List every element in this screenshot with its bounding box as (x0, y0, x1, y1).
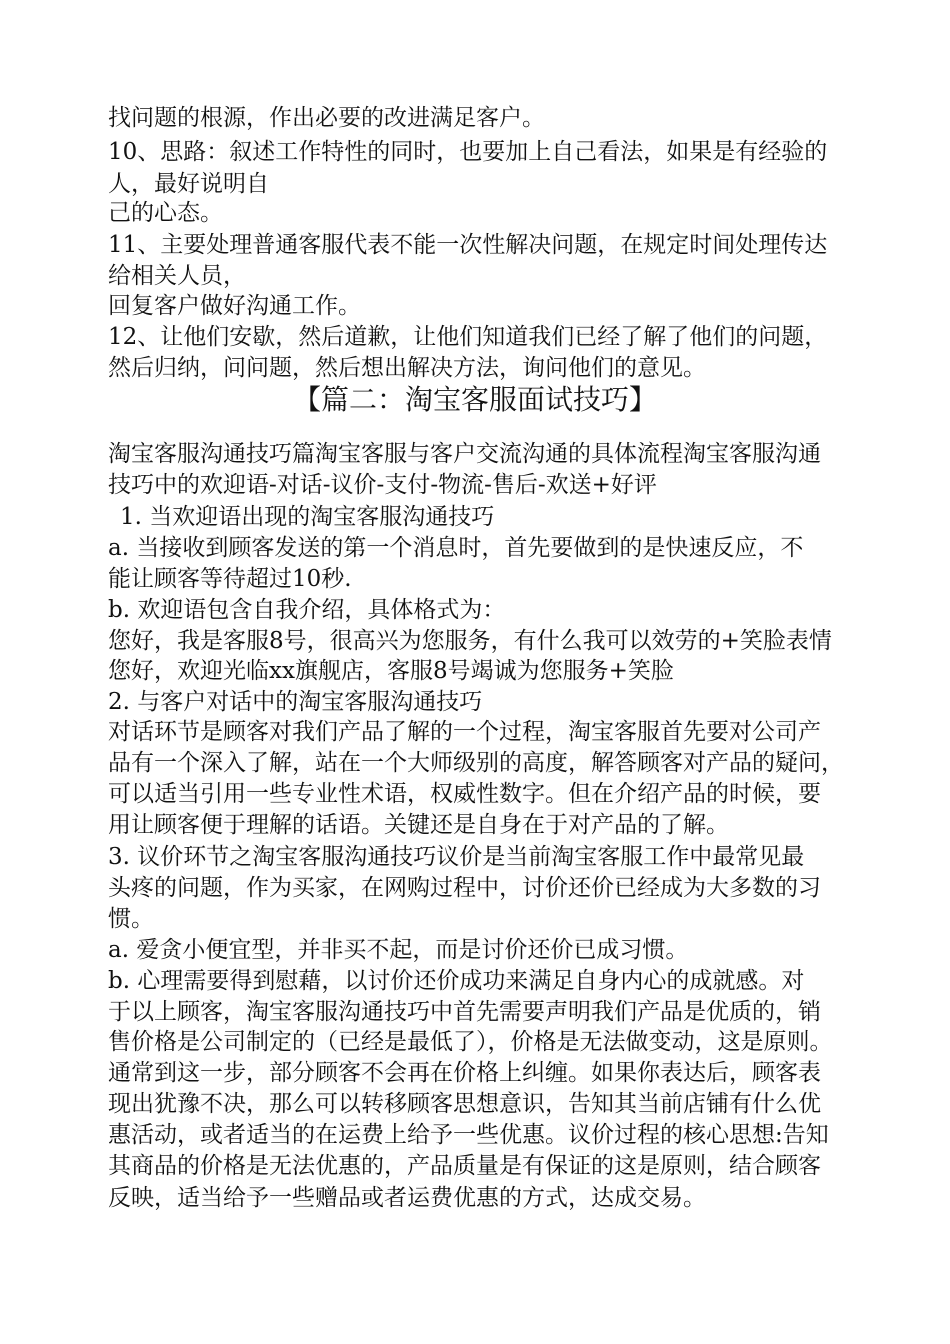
text-line: 2. 与客户对话中的淘宝客服沟通技巧 (108, 689, 483, 715)
text-line: 售价格是公司制定的（已经是最低了），价格是无法做变动，这是原则。 (108, 1029, 833, 1055)
text-line: 您好，我是客服8号，很高兴为您服务，有什么我可以效劳的+笑脸表情 (108, 628, 832, 654)
text-line: 可以适当引用一些专业性术语，权威性数字。但在介绍产品的时候，要 (108, 781, 821, 807)
text-line: 惯。 (108, 906, 154, 932)
text-line: 10、思路：叙述工作特性的同时，也要加上自己看法，如果是有经验的 (108, 139, 828, 165)
text-line: 回复客户做好沟通工作。 (108, 293, 361, 319)
text-line: 其商品的价格是无法优惠的，产品质量是有保证的这是原则，结合顾客 (108, 1153, 821, 1179)
text-line: 1. 当欢迎语出现的淘宝客服沟通技巧 (120, 504, 495, 530)
text-line: 头疼的问题，作为买家，在网购过程中，讨价还价已经成为大多数的习 (108, 875, 821, 901)
text-line: 惠活动，或者适当的在运费上给予一些优惠。议价过程的核心思想:告知 (108, 1122, 829, 1148)
text-line: 能让顾客等待超过10秒. (108, 566, 352, 592)
text-line: 给相关人员， (108, 263, 246, 289)
text-line: b. 欢迎语包含自我介绍，具体格式为： (108, 597, 506, 623)
section-title: 【篇二：淘宝客服面试技巧】 (292, 383, 657, 416)
text-line: 技巧中的欢迎语-对话-议价-支付-物流-售后-欢送+好评 (108, 472, 657, 498)
text-line: 现出犹豫不决，那么可以转移顾客思想意识，告知其当前店铺有什么优 (108, 1091, 821, 1117)
text-line: 通常到这一步，部分顾客不会再在价格上纠缠。如果你表达后，顾客表 (108, 1060, 821, 1086)
text-line: 11、主要处理普通客服代表不能一次性解决问题，在规定时间处理传达 (108, 232, 828, 258)
text-line: 3. 议价环节之淘宝客服沟通技巧议价是当前淘宝客服工作中最常见最 (108, 844, 805, 870)
text-line: b. 心理需要得到慰藉，以讨价还价成功来满足自身内心的成就感。对 (108, 968, 805, 994)
text-line: 对话环节是顾客对我们产品了解的一个过程，淘宝客服首先要对公司产 (108, 719, 821, 745)
text-line: 用让顾客便于理解的话语。关键还是自身在于对产品的了解。 (108, 812, 729, 838)
text-line: 然后归纳，问问题，然后想出解决方法，询问他们的意见。 (108, 355, 706, 381)
text-line: 于以上顾客，淘宝客服沟通技巧中首先需要声明我们产品是优质的，销 (108, 999, 821, 1025)
text-line: 您好，欢迎光临xx旗舰店，客服8号竭诚为您服务+笑脸 (108, 658, 674, 684)
text-line: 找问题的根源，作出必要的改进满足客户。 (108, 105, 545, 131)
text-line: 己的心态。 (108, 200, 223, 226)
text-line: a. 爱贪小便宜型，并非买不起，而是讨价还价已成习惯。 (108, 937, 689, 963)
text-line: 12、让他们安歇，然后道歉，让他们知道我们已经了解了他们的问题， (108, 324, 828, 350)
text-line: 反映，适当给予一些赠品或者运费优惠的方式，达成交易。 (108, 1185, 706, 1211)
text-line: 人，最好说明自 (108, 171, 269, 197)
text-line: 品有一个深入了解，站在一个大师级别的高度，解答顾客对产品的疑问， (108, 750, 844, 776)
text-line: a. 当接收到顾客发送的第一个消息时，首先要做到的是快速反应，不 (108, 535, 804, 561)
text-line: 淘宝客服沟通技巧篇淘宝客服与客户交流沟通的具体流程淘宝客服沟通 (108, 441, 821, 467)
